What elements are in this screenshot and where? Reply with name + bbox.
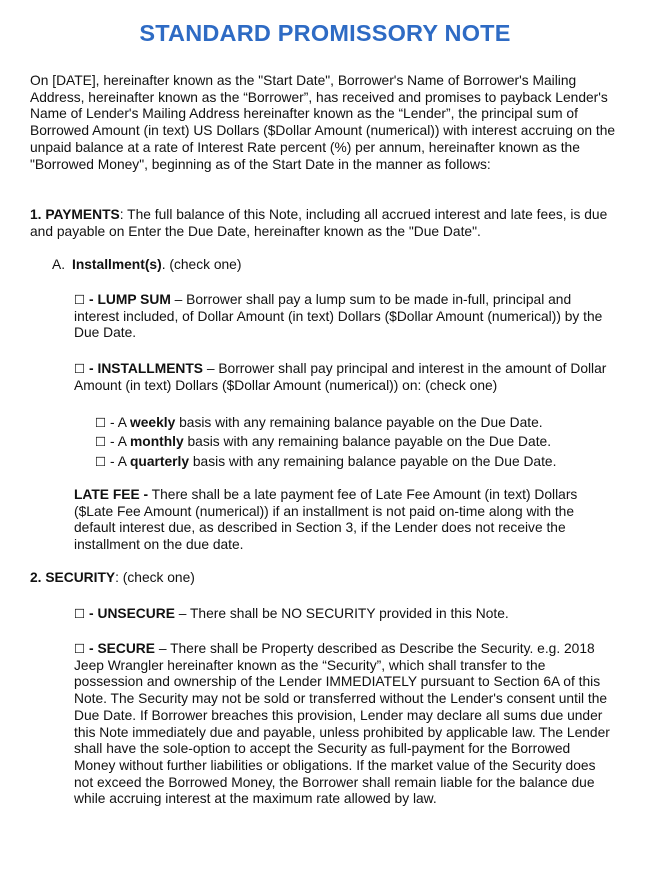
payments-paragraph (30, 207, 630, 240)
late-fee-text: There shall be a late payment fee of Late Fee Amount (in text) Dollars ($Late Fee Amount (numerical)) if an installment is not paid on-time along with the default interest due, as described in Section 3, if the Lender does not receive the installment on the due date. (74, 487, 578, 553)
monthly-suffix: basis with any remaining balance payable on the Due Date. (183, 434, 552, 449)
secure-label: - SECURE (85, 641, 155, 656)
quarterly-option (95, 454, 556, 471)
installments-section-text: . (check one) (161, 257, 242, 272)
security-paragraph (30, 570, 630, 587)
unsecure-label: - UNSECURE (85, 606, 175, 621)
late-fee-paragraph (74, 487, 614, 554)
monthly-checkbox[interactable]: ☐ (95, 434, 107, 449)
installments-label: - INSTALLMENTS (85, 361, 203, 376)
secure-paragraph (74, 641, 614, 808)
installments-section-heading (52, 257, 612, 274)
weekly-option (95, 415, 543, 432)
monthly-option (95, 434, 551, 451)
intro-paragraph: On [DATE], hereinafter known as the "Start Date", Borrower's Name of Borrower's Mailing Address, hereinafter known as the “Borrower”, has received and promises to payback Lender's Name of Lender's Mailing Address hereinafter known as the “Lender”, the principal sum of Borrowed Amount (in text) US Dollars ($Dollar Amount (numerical)) with interest accruing on the unpaid balance at a rate of Interest Rate percent (%) per annum, hereinafter known as the "Borrowed Money", beginning as of the Start Date in the manner as follows: (30, 73, 616, 172)
quarterly-suffix: basis with any remaining balance payable on the Due Date. (189, 454, 557, 469)
payments-heading: 1. PAYMENTS (30, 207, 120, 222)
quarterly-term: quarterly (130, 454, 190, 469)
quarterly-prefix: - A (106, 454, 130, 469)
installments-paragraph (74, 361, 614, 394)
weekly-prefix: - A (106, 415, 130, 430)
late-fee-label: LATE FEE - (74, 487, 149, 502)
installments-section-title: Installment(s) (72, 257, 162, 272)
weekly-term: weekly (130, 415, 176, 430)
unsecure-checkbox[interactable]: ☐ (74, 606, 86, 621)
secure-text: – There shall be Property described as Describe the Security. e.g. 2018 Jeep Wrangler hereinafter known as the “Security”, which shall transfer to the possession and ownership of the Lender IMMEDIATELY pursuant to Section 6A of this Note. The Security may not be sold or transferred without the Lender's consent until the Due Date. If Borrower breaches this provision, Lender may declare all sums due under this Note immediately due and payable, unless prohibited by applicable law. The Lender shall have the sole-option to accept the Security as full-payment for the Borrowed Money without further liabilities or obligations. If the market value of the Security does not exceed the Borrowed Money, the Borrower shall remain liable for the balance due while accruing interest at the maximum rate allowed by law. (74, 641, 610, 807)
payments-text: : The full balance of this Note, including all accrued interest and late fees, is due and payable on Enter the Due Date, hereinafter known as the "Due Date". (30, 207, 608, 239)
unsecure-text: – There shall be NO SECURITY provided in this Note. (174, 606, 509, 621)
quarterly-checkbox[interactable]: ☐ (95, 454, 107, 469)
document-title: STANDARD PROMISSORY NOTE (139, 20, 511, 46)
weekly-suffix: basis with any remaining balance payable on the Due Date. (175, 415, 543, 430)
lump-sum-paragraph (74, 292, 614, 342)
installments-checkbox[interactable]: ☐ (74, 361, 86, 376)
lump-sum-checkbox[interactable]: ☐ (74, 292, 86, 307)
secure-checkbox[interactable]: ☐ (74, 641, 86, 656)
section-letter: A. (52, 257, 66, 272)
lump-sum-text: – Borrower shall pay a lump sum to be made in-full, principal and interest included, of Dollar Amount (in text) Dollars ($Dollar Amount (numerical)) by the Due Date. (74, 292, 603, 341)
installments-text: – Borrower shall pay principal and interest in the amount of Dollar Amount (in text) Dollars ($Dollar Amount (numerical)) on: (check one) (74, 361, 607, 393)
weekly-checkbox[interactable]: ☐ (95, 415, 107, 430)
security-text: : (check one) (115, 570, 195, 585)
monthly-prefix: - A (106, 434, 130, 449)
security-heading: 2. SECURITY (30, 570, 116, 585)
lump-sum-label: - LUMP SUM (85, 292, 171, 307)
monthly-term: monthly (130, 434, 184, 449)
unsecure-paragraph (74, 606, 614, 623)
